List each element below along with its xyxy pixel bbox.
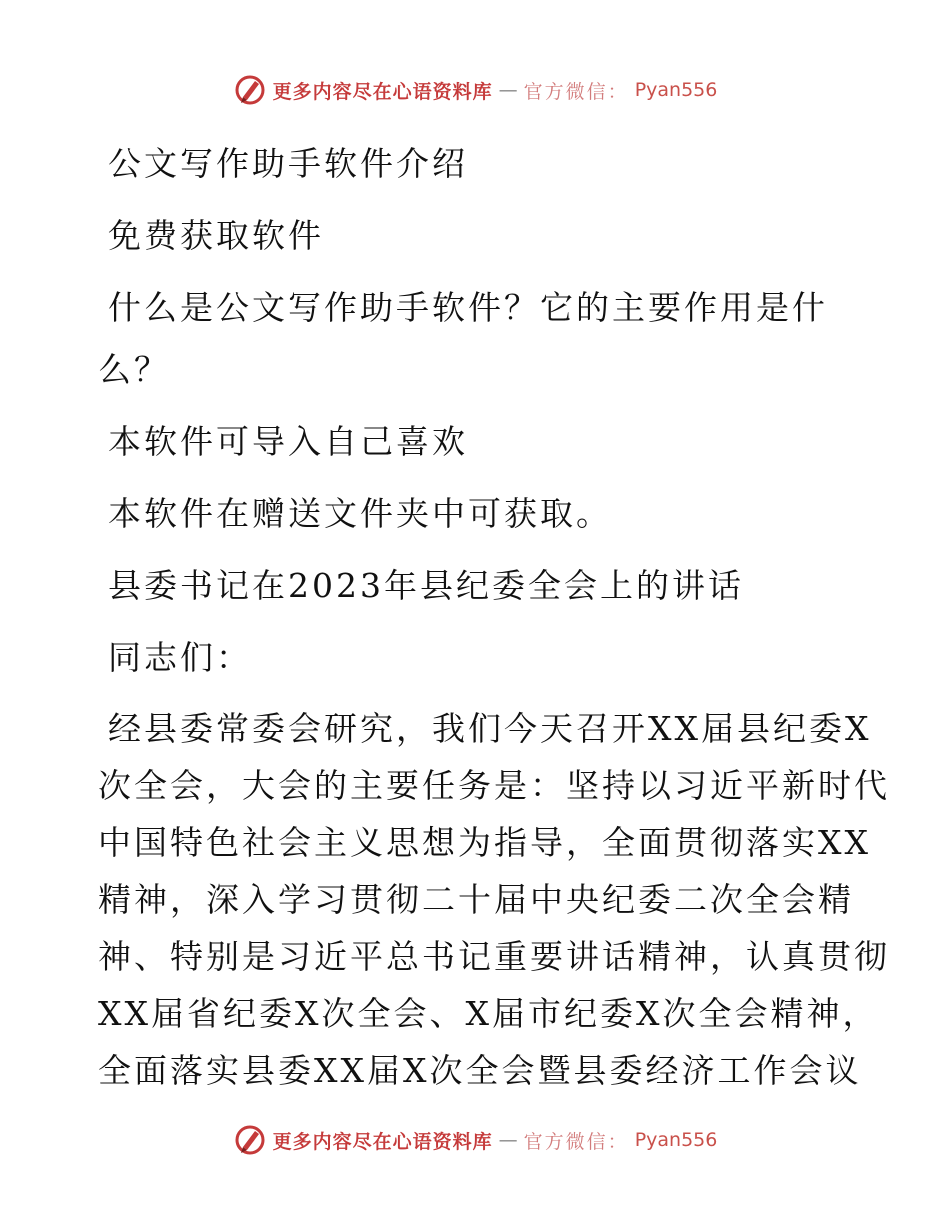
paragraph-line: 全面落实县委XX届X次全会暨县委经济工作会议 xyxy=(98,1051,862,1090)
banner-dash: — xyxy=(498,79,518,101)
paragraph-line: 经县委常委会研究，我们今天召开XX届县纪委X xyxy=(108,709,872,748)
pen-circle-logo-icon xyxy=(233,1123,267,1157)
doc-title: 公文写作助手软件介绍 xyxy=(108,144,468,183)
salutation: 同志们： xyxy=(108,638,252,677)
header-watermark-banner xyxy=(0,72,950,108)
footer-watermark-banner xyxy=(0,1122,950,1158)
document-content xyxy=(98,128,890,1099)
paragraph-line: 次全会，大会的主要任务是：坚持以习近平新时代 xyxy=(98,766,890,805)
pen-circle-logo-icon xyxy=(233,73,267,107)
banner-wechat-id: Pyan556 xyxy=(634,79,718,101)
banner-dash: — xyxy=(498,1129,518,1151)
speech-paragraph xyxy=(98,700,890,1099)
banner-main-text: 更多内容尽在心语资料库 xyxy=(272,1130,493,1153)
doc-line: 本软件在赠送文件夹中可获取。 xyxy=(108,494,612,533)
banner-sub-text: 官方微信： xyxy=(523,1130,629,1153)
banner-main-text: 更多内容尽在心语资料库 xyxy=(272,80,493,103)
doc-line: 么？ xyxy=(98,350,170,389)
paragraph-line: 中国特色社会主义思想为指导，全面贯彻落实XX xyxy=(98,823,871,862)
paragraph-line: 精神，深入学习贯彻二十届中央纪委二次全会精 xyxy=(98,880,854,919)
banner-wechat-id: Pyan556 xyxy=(634,1129,718,1151)
paragraph-line: XX届省纪委X次全会、X届市纪委X次全会精神， xyxy=(98,994,879,1033)
paragraph-line: 神、特别是习近平总书记重要讲话精神，认真贯彻 xyxy=(98,937,890,976)
doc-line: 免费获取软件 xyxy=(108,216,324,255)
speech-title: 县委书记在2023年县纪委全会上的讲话 xyxy=(108,566,744,605)
doc-line: 本软件可导入自己喜欢 xyxy=(108,422,468,461)
doc-line: 什么是公文写作助手软件？它的主要作用是什 xyxy=(108,288,828,327)
banner-sub-text: 官方微信： xyxy=(523,80,629,103)
